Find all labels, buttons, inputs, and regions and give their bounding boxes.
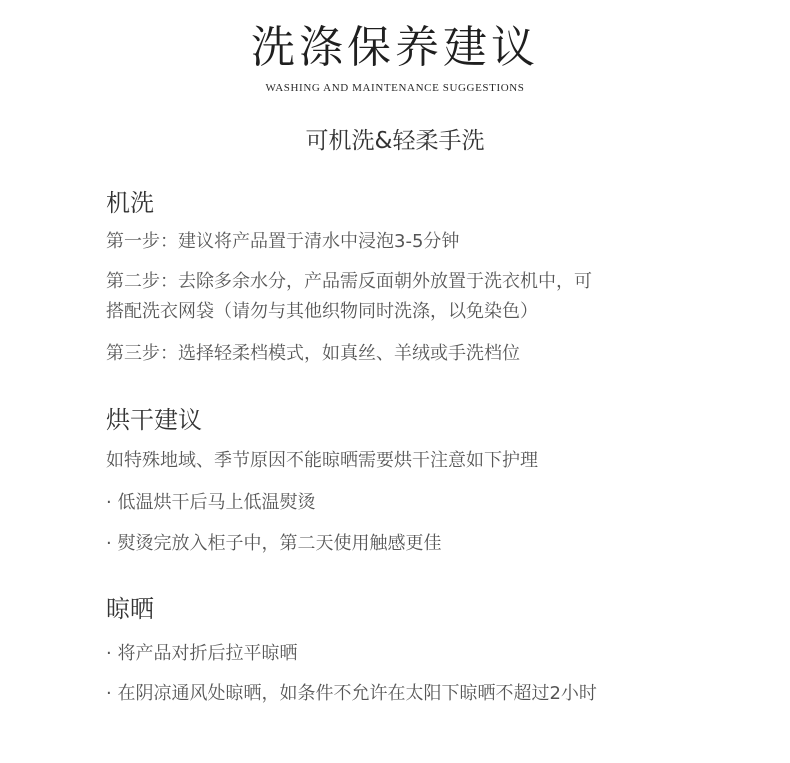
airing-item-2 bbox=[106, 680, 597, 708]
drying-item-1-text: 低温烘干后马上低温熨烫 bbox=[117, 492, 316, 513]
airing-item-1 bbox=[106, 640, 297, 668]
drying-item-2-text: 熨烫完放入柜子中，第二天使用触感更佳 bbox=[117, 533, 442, 554]
drying-heading: 烘干建议 bbox=[106, 406, 202, 434]
bullet-dot: · bbox=[106, 533, 112, 554]
airing-heading: 晾晒 bbox=[106, 595, 154, 623]
machine-wash-step-1: 第一步：建议将产品置于清水中浸泡3-5分钟 bbox=[106, 231, 460, 252]
airing-item-2-text: 在阴凉通风处晾晒，如条件不允许在太阳下晾晒不超过2小时 bbox=[117, 683, 597, 704]
bullet-dot: · bbox=[106, 643, 112, 664]
machine-wash-step-3: 第三步：选择轻柔档模式，如真丝、羊绒或手洗档位 bbox=[106, 343, 520, 364]
machine-wash-step-2-line-1: 第二步：去除多余水分，产品需反面朝外放置于洗衣机中，可 bbox=[106, 271, 592, 292]
page-title: 洗涤保养建议 bbox=[251, 22, 539, 73]
drying-item-1 bbox=[106, 489, 315, 517]
bullet-dot: · bbox=[106, 683, 112, 704]
drying-item-2 bbox=[106, 530, 441, 558]
airing-item-1-text: 将产品对折后拉平晾晒 bbox=[117, 643, 298, 664]
page-subtitle-english: WASHING AND MAINTENANCE SUGGESTIONS bbox=[265, 82, 525, 94]
drying-intro: 如特殊地域、季节原因不能晾晒需要烘干注意如下护理 bbox=[106, 450, 538, 471]
bullet-dot: · bbox=[106, 492, 112, 513]
machine-wash-heading: 机洗 bbox=[106, 189, 154, 217]
machine-wash-step-2-line-2: 搭配洗衣网袋（请勿与其他织物同时洗涤，以免染色） bbox=[106, 301, 538, 322]
wash-method-tagline: 可机洗&轻柔手洗 bbox=[305, 128, 485, 154]
